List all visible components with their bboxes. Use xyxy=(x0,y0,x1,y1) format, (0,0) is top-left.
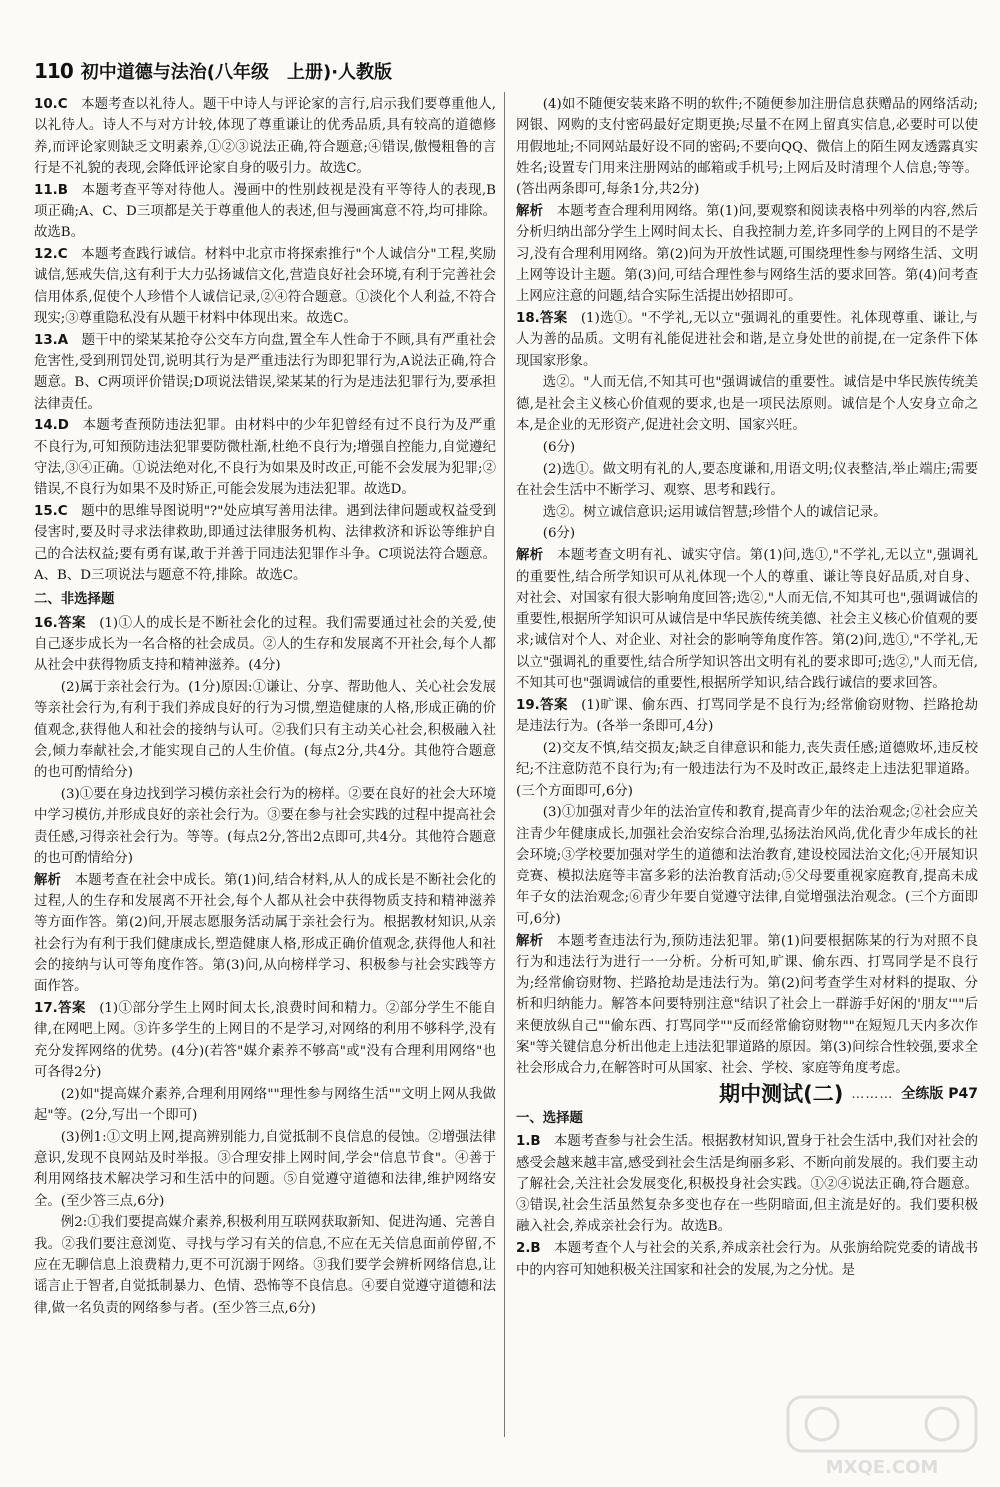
svg-text:MXQE.COM: MXQE.COM xyxy=(825,1457,939,1478)
answer-item xyxy=(516,931,978,1080)
answer-item xyxy=(34,998,496,1083)
item-number: 10.C xyxy=(34,97,68,112)
book-title: 初中道德与法治(八年级 上册)·人教版 xyxy=(80,62,393,83)
item-text: (1)旷课、偷东西、打骂同学是不良行为;经常偷窃财物、拦路抢劫是违法行为。(各举一条即可,4分) xyxy=(516,697,978,735)
answer-item xyxy=(516,1131,978,1237)
answer-item xyxy=(34,501,496,586)
item-text: (1)①部分学生上网时间太长,浪费时间和精力。②部分学生不能自律,在网吧上网。③许多学生的上网目的不是学习,对网络的利用不够科学,没有充分发挥网络的优势。(4分)(若答"媒介素养不够高"或"没有合理利用网络"也可各得2分) xyxy=(34,1000,496,1080)
answer-paragraph xyxy=(34,1127,496,1212)
heading-leader-dots: ……… xyxy=(851,1086,894,1102)
item-text: (3)①要在身边找到学习模仿亲社会行为的榜样。②要在良好的社会大环境中学习模仿,并形成良好的亲社会行为。③要在参与社会实践的过程中提高社会责任感,习得亲社会行为。等等。(每点2分,答出2点即可,共4分。其他符合题意的也可酌情给分) xyxy=(34,787,496,866)
item-number: 14.D xyxy=(34,418,69,434)
answer-paragraph xyxy=(516,523,978,544)
item-text: 题干中的梁某某抢夺公交车方向盘,置全车人性命于不顾,具有严重社会危害性,受到刑罚处罚,说明其行为是严重违法行为即犯罪行为,A说法正确,符合题意。B、C两项评价错误;D项说法错误,梁某某的行为是违法犯罪行为,要承担法律责任。 xyxy=(34,332,496,412)
item-number: 16.答案 xyxy=(34,615,86,631)
item-text: (3)①加强对青少年的法治宣传和教育,提高青少年的法治观念;②社会应关注青少年健康成长,加强社会治安综合治理,弘扬法治风尚,优化青少年成长的社会环境;③学校要加强对学生的道德和法治教育,建设校园法治文化;④开展知识竞赛、模拟法庭等丰富多彩的法治教育活动;⑤父母要重视家庭教育,提高未成年子女的法治观念;⑥青少年要自觉遵守法律,自觉增强法治观念。(三个方面即可,6分) xyxy=(516,805,978,927)
item-number: 17.答案 xyxy=(34,1000,86,1016)
page-header xyxy=(34,58,392,84)
item-number: 11.B xyxy=(34,182,68,198)
item-text: (2)如"提高媒介素养,合理利用网络""理性参与网络生活""文明上网从我做起"等。(2分,写出一个即可) xyxy=(34,1086,496,1123)
item-number: 2.B xyxy=(516,1241,541,1257)
item-text: 本题考查个人与社会的关系,养成亲社会行为。从张旃给院党委的请战书中的内容可知她积极关注国家和社会的发展,为之分忧。是 xyxy=(516,1241,978,1278)
item-text: 选②。"人而无信,不知其可也"强调诚信的重要性。诚信是中华民族传统美德,是社会主义核心价值观的要求,也是一项民法原则。诚信是个人安身立命之本,是企业的无形资产,促进社会文明、国家兴旺。 xyxy=(516,375,978,433)
answer-paragraph xyxy=(516,94,978,200)
item-text: 本题考查违法行为,预防违法犯罪。第(1)问要根据陈某的行为对照不良行为和违法行为进行一一分析。分析可知,旷课、偷东西、打骂同学是不良行为;经常偷窃财物、拦路抢劫是违法行为。第(2)问考查学生对材料的提取、分析和归纳能力。解答本问要特别注意"结识了社会上一群游手好闲的'朋友'""后来便放纵自己""偷东西、打骂同学""反而经常偷窃财物""在短短几天内多次作案"等关键信息分析出他走上违法犯罪道路的原因。第(3)问综合性较强,要求全社会形成合力,在解答时可从国家、社会、学校、家庭等角度考虑。 xyxy=(516,933,978,1077)
item-number: 19.答案 xyxy=(516,697,568,713)
right-column xyxy=(516,94,978,1281)
answer-paragraph xyxy=(516,738,978,802)
item-number: 1.B xyxy=(516,1134,541,1150)
column-divider xyxy=(504,92,505,1437)
answer-item xyxy=(34,613,496,677)
item-text: (4)如不随便安装来路不明的软件;不随便参加注册信息获赠品的网络活动;网银、网购的支付密码最好定期更换;尽量不在网上留真实信息,必要时可以使用假地址;不同网站最好设不同的密码;不要向QQ、微信上的陌生网友透露真实姓名;设置专门用来注册网站的邮箱或手机号;上网后及时清理个人信息;等等。(答出两条即可,每条1分,共2分) xyxy=(516,97,978,198)
item-text: 本题考查以礼待人。题干中诗人与评论家的言行,启示我们要尊重他人,以礼待人。诗人不与对方计较,体现了尊重谦让的优秀品质,具有较高的道德修养,而评论家则缺乏文明素养,①②③说法正确,符合题意;④错误,傲慢粗鲁的言行是不礼貌的表现,会降低评论家自身的吸引力。故选C。 xyxy=(34,97,496,176)
answer-item xyxy=(516,1238,978,1281)
item-number: 解析 xyxy=(516,933,544,949)
item-number: 解析 xyxy=(516,203,544,219)
item-text: 例2:①我们要提高媒介素养,积极利用互联网获取新知、促进沟通、完善自我。②我们要注意浏览、寻找与学习有关的信息,不应在无关信息面前停留,不应在无聊信息上浪费精力,更不可沉溺于网络。③我们要学会辨析网络信息,让谣言止于智者,自觉抵制暴力、色情、恐怖等不良信息。④要自觉遵守道德和法律,做一名负责的网络参与者。(至少答三点,6分) xyxy=(34,1215,496,1316)
item-text: (6分) xyxy=(542,439,576,455)
answer-paragraph xyxy=(516,437,978,458)
item-number: 解析 xyxy=(516,548,544,564)
item-text: (2)交友不慎,结交损友;缺乏自律意识和能力,丧失责任感;道德败坏,违反校纪;不注意防范不良行为;有一般违法行为不及时改正,最终走上违法犯罪道路。(三个方面即可,6分) xyxy=(516,740,978,799)
answer-item xyxy=(516,308,978,372)
midterm-test-heading xyxy=(516,1081,978,1106)
item-text: 本题考查预防违法犯罪。由材料中的少年犯曾经有过不良行为及严重不良行为,可知预防违法犯罪要防微杜渐,杜绝不良行为;增强自控能力,自觉遵纪守法,③④正确。①说法绝对化,不良行为如果及时改正,可能不会发展为犯罪;②错误,不良行为如果不及时矫正,可能会发展为违法犯罪。故选D。 xyxy=(34,418,496,498)
section-heading: 二、非选择题 xyxy=(34,592,115,608)
answer-item xyxy=(34,870,496,998)
watermark-logo xyxy=(782,1393,982,1479)
item-text: (3)例1:①文明上网,提高辨别能力,自觉抵制不良信息的侵蚀。②增强法律意识,发现不良网站及时举报。③合理安排上网时间,学会"信息节食"。④善于利用网络技术解决学习和生活中的问题。⑤自觉遵守道德和法律,维护网络安全。(至少答三点,6分) xyxy=(34,1129,496,1209)
item-text: (6分) xyxy=(542,526,576,542)
answer-paragraph xyxy=(34,1212,496,1318)
item-text: 题中的思维导图说明"?"处应填写善用法律。遇到法律问题或权益受到侵害时,要及时寻求法律救助,即通过法律服务机构、法律救济和诉讼等维护自己的合法权益;要有勇有谋,敢于并善于同违法犯罪作斗争。C项说法符合题意。A、B、D三项说法与题意不符,排除。故选C。 xyxy=(34,504,496,584)
answer-paragraph xyxy=(516,802,978,930)
answer-paragraph xyxy=(34,677,496,783)
item-number: 13.A xyxy=(34,332,69,348)
item-number: 18.答案 xyxy=(516,310,568,326)
answer-item xyxy=(34,244,496,329)
item-text: 本题考查合理利用网络。第(1)问,要观察和阅读表格中列举的内容,然后分析归纳出部分学生上网时间太长、自我控制力差,许多同学的上网目的不是学习,没有合理利用网络。第(2)问为开放性试题,可围绕理性参与网络生活、文明上网等设计主题。第(3)问,可结合理性参与网络生活的要求回答。第(4)问考查上网应注意的问题,结合实际生活提出妙招即可。 xyxy=(516,203,978,305)
answer-item xyxy=(516,201,978,307)
answer-item xyxy=(516,545,978,694)
item-text: (2)属于亲社会行为。(1分)原因:①谦让、分享、帮助他人、关心社会发展等亲社会行为,有利于我们养成良好的行为习惯,塑造健康的人格,形成正确的价值观念,获得他人和社会的接纳与认可。②我们只有主动关心社会,积极融入社会,倾力奉献社会,才能实现自己的人生价值。(每点2分,共4分。其他符合题意的也可酌情给分) xyxy=(34,680,496,781)
item-number: 解析 xyxy=(34,872,62,888)
section-heading: 一、选择题 xyxy=(516,1110,583,1126)
answer-paragraph xyxy=(516,372,978,436)
item-text: (1)选①。"不学礼,无以立"强调礼的重要性。礼体现尊重、谦让,与人为善的品质。文明有礼能促进社会和谐,是立身处世的前提,在一定条件下体现国家形象。 xyxy=(516,310,978,369)
item-text: (2)选①。做文明有礼的人,要态度谦和,用语文明;仪表整洁,举止端庄;需要在社会生活中不断学习、观察、思考和践行。 xyxy=(516,461,978,498)
answer-item xyxy=(34,330,496,415)
page-number: 110 xyxy=(34,59,73,83)
heading-title: 期中测试(二) xyxy=(719,1081,844,1106)
answer-item xyxy=(34,180,496,244)
item-number: 15.C xyxy=(34,504,68,520)
page-reference: 全练版 P47 xyxy=(901,1085,978,1102)
answer-paragraph xyxy=(516,459,978,502)
answer-item xyxy=(34,94,496,179)
answer-paragraph xyxy=(34,1084,496,1127)
item-text: 本题考查在社会中成长。第(1)问,结合材料,从人的成长是不断社会化的过程,人的生存和发展离不开社会,每个人都从社会中获得物质支持和精神滋养等方面作答。第(2)问,开展志愿服务活动属于亲社会行为。根据教材知识,从亲社会行为有利于我们健康成长,塑造健康人格,形成正确价值观念,获得他人和社会的接纳与认可等角度作答。第(3)问,从向榜样学习、积极参与社会实践等方面作答。 xyxy=(34,872,496,995)
left-column xyxy=(34,94,496,1319)
item-text: 本题考查文明有礼、诚实守信。第(1)问,选①,"不学礼,无以立",强调礼的重要性,结合所学知识可从礼体现一个人的尊重、谦让等良好品质,对自身、对社会、对国家有很大影响角度回答;选②,"人而无信,不知其可也",强调诚信的重要性,根据所学知识可从诚信是中华民族传统美德、社会主义核心价值观的要求;诚信对个人、对企业、对社会的影响等角度作答。第(2)问,选①,"不学礼,无以立"强调礼的重要性,结合所学知识答出文明有礼的要求即可;选②,"人而无信,不知其可也"强调诚信的重要性,根据所学知识,结合践行诚信的要求回答。 xyxy=(516,548,979,692)
item-text: 本题考查平等对待他人。漫画中的性别歧视是没有平等待人的表现,B项正确;A、C、D三项都是关于尊重他人的表述,但与漫画寓意不符,均可排除。故选B。 xyxy=(34,182,496,241)
item-text: (1)①人的成长是不断社会化的过程。我们需要通过社会的关爱,使自己逐步成长为一名合格的社会成员。②人的生存和发展离不开社会,每个人都从社会中获得物质支持和精神滋养。(4分) xyxy=(34,615,496,674)
item-text: 选②。树立诚信意识;运用诚信智慧;珍惜个人的诚信记录。 xyxy=(542,504,887,520)
answer-paragraph xyxy=(34,784,496,869)
answer-item xyxy=(516,695,978,738)
item-number: 12.C xyxy=(34,247,68,263)
answer-item xyxy=(34,415,496,500)
answer-paragraph xyxy=(516,502,978,523)
item-text: 本题考查参与社会生活。根据教材知识,置身于社会生活中,我们对社会的感受会越来越丰富,感受到社会生活是绚丽多彩、不断向前发展的。我们要主动了解社会,关注社会发展变化,积极投身社会实践。①②④说法正确,符合题意。③错误,社会生活虽然复杂多变也存在一些阴暗面,但主流是好的。我们要积极融入社会,养成亲社会行为。故选B。 xyxy=(516,1134,978,1235)
item-text: 本题考查践行诚信。材料中北京市将探索推行"个人诚信分"工程,奖励诚信,惩戒失信,这有利于大力弘扬诚信文化,营造良好社会环境,有利于完善社会信用体系,促使个人珍惜个人诚信记录,②④符合题意。①淡化个人利益,不符合现实;③尊重隐私没有从题干材料中体现出来。故选C。 xyxy=(34,247,496,326)
